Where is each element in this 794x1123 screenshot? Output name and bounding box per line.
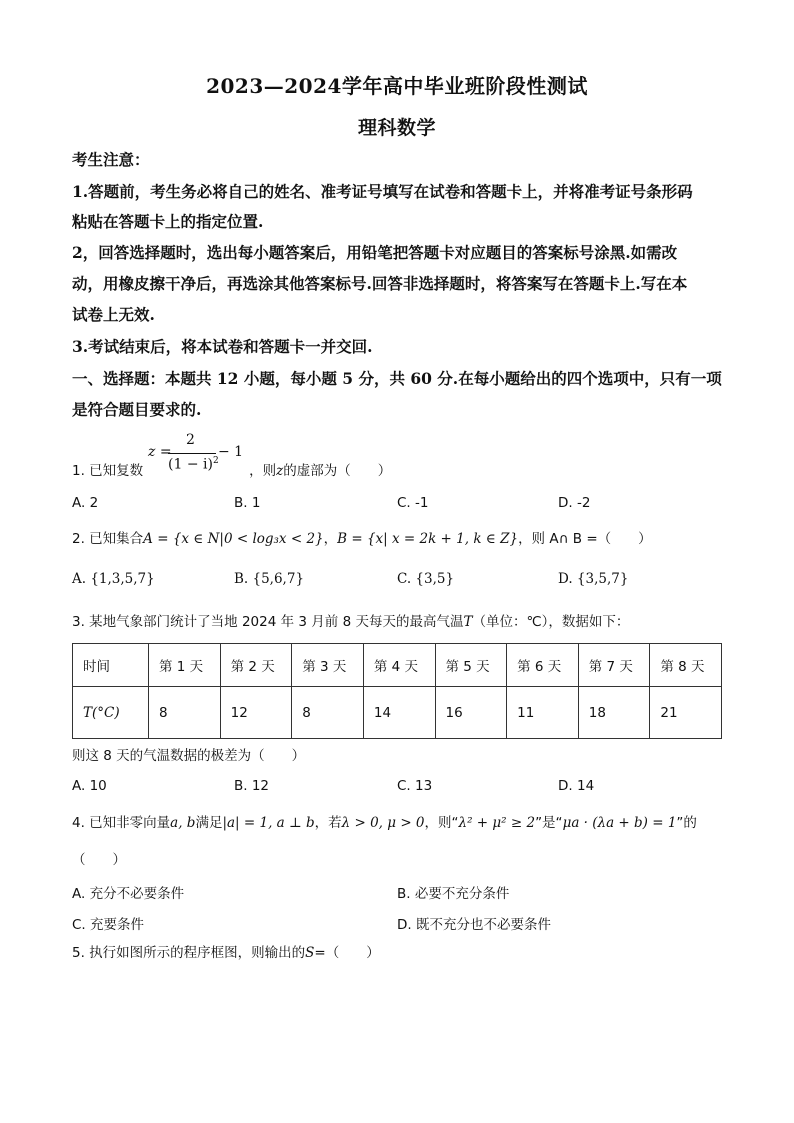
q1-z-eq: z =	[148, 444, 172, 460]
notice-line: 动，用橡皮擦干净后，再选涂其他答案标号.回答非选择题时，将答案写在答题卡上.写在本	[72, 274, 688, 293]
temperature-table	[72, 643, 722, 739]
q2-option-c[interactable]: C. {3,5}	[397, 571, 455, 587]
table-header-cell: 第 6 天	[507, 644, 579, 687]
question-1: 1. 已知复数 ，则z的虚部为（ ）	[72, 463, 392, 479]
table-header-cell: 第 8 天	[650, 644, 722, 687]
q4-option-c[interactable]: C. 充要条件	[72, 917, 145, 933]
q1-option-b[interactable]: B. 1	[234, 495, 261, 511]
notice-heading: 考生注意：	[72, 150, 150, 169]
notice-line: 2，回答选择题时，选出每小题答案后，用铅笔把答题卡对应题目的答案标号涂黑.如需改	[72, 243, 678, 262]
table-header-cell: 第 5 天	[435, 644, 507, 687]
q1-option-c[interactable]: C. -1	[397, 495, 429, 511]
q2-option-d[interactable]: D. {3,5,7}	[558, 571, 629, 587]
question-4: 4. 已知非零向量a, b满足|a| = 1, a ⊥ b，若λ > 0, μ > 0，则“λ² + μ² ≥ 2”是“μa · (λa + b) = 1”的	[72, 815, 697, 831]
question-3: 3. 某地气象部门统计了当地 2024 年 3 月前 8 天每天的最高气温T（单位：℃），数据如下：	[72, 614, 630, 630]
q1-fraction-bar	[168, 453, 216, 454]
table-header-row	[73, 644, 722, 687]
notice-line: 1.答题前，考生务必将自己的姓名、准考证号填写在试卷和答题卡上，并将准考证号条形码	[72, 182, 693, 201]
q4-option-d[interactable]: D. 既不充分也不必要条件	[397, 917, 551, 933]
table-cell: 12	[220, 687, 292, 739]
table-cell: 14	[363, 687, 435, 739]
table-header-cell: 时间	[73, 644, 149, 687]
table-cell: 11	[507, 687, 579, 739]
table-row	[73, 687, 722, 739]
q3-option-b[interactable]: B. 12	[234, 778, 270, 794]
q1-option-d[interactable]: D. -2	[558, 495, 591, 511]
question-3-ask: 则这 8 天的气温数据的极差为（ ）	[72, 748, 306, 764]
q1-denominator: $(1 - i)^2$	[168, 456, 219, 473]
notice-line: 3.考试结束后，将本试卷和答题卡一并交回.	[72, 337, 373, 356]
table-header-cell: 第 3 天	[292, 644, 364, 687]
q3-option-a[interactable]: A. 10	[72, 778, 107, 794]
section-heading-cont: 是符合题目要求的.	[72, 400, 202, 419]
table-cell: 16	[435, 687, 507, 739]
q3-option-c[interactable]: C. 13	[397, 778, 433, 794]
table-header-cell: 第 1 天	[149, 644, 221, 687]
question-4-paren: （ ）	[72, 852, 126, 868]
notice-line: 粘贴在答题卡上的指定位置.	[72, 212, 264, 231]
q1-option-a[interactable]: A. 2	[72, 495, 99, 511]
table-cell: 18	[578, 687, 650, 739]
exam-subtitle: 理科数学	[357, 117, 436, 139]
table-cell: 21	[650, 687, 722, 739]
table-header-cell: 第 2 天	[220, 644, 292, 687]
q2-option-b[interactable]: B. {5,6,7}	[234, 571, 305, 587]
q1-minus-one: − 1	[218, 444, 244, 460]
question-2: 2. 已知集合A = {x ∈ N|0 < log₃x < 2}，B = {x| x = 2k + 1, k ∈ Z}，则 A∩ B =（ ）	[72, 531, 652, 547]
table-cell: 8	[149, 687, 221, 739]
question-5: 5. 执行如图所示的程序框图，则输出的S=（ ）	[72, 945, 380, 961]
table-header-cell: 第 7 天	[578, 644, 650, 687]
q4-option-a[interactable]: A. 充分不必要条件	[72, 886, 185, 902]
table-row-label: T(°C)	[73, 687, 149, 739]
notice-line: 试卷上无效.	[72, 305, 155, 324]
section-heading: 一、选择题：本题共 12 小题，每小题 5 分，共 60 分.在每小题给出的四个选项中，只有一项	[72, 369, 722, 388]
table-cell: 8	[292, 687, 364, 739]
exam-title: 2023—2024学年高中毕业班阶段性测试	[206, 74, 588, 98]
q2-option-a[interactable]: A. {1,3,5,7}	[72, 571, 155, 587]
table-header-cell: 第 4 天	[363, 644, 435, 687]
q4-option-b[interactable]: B. 必要不充分条件	[397, 886, 510, 902]
q3-option-d[interactable]: D. 14	[558, 778, 595, 794]
q1-numerator: 2	[186, 432, 195, 448]
